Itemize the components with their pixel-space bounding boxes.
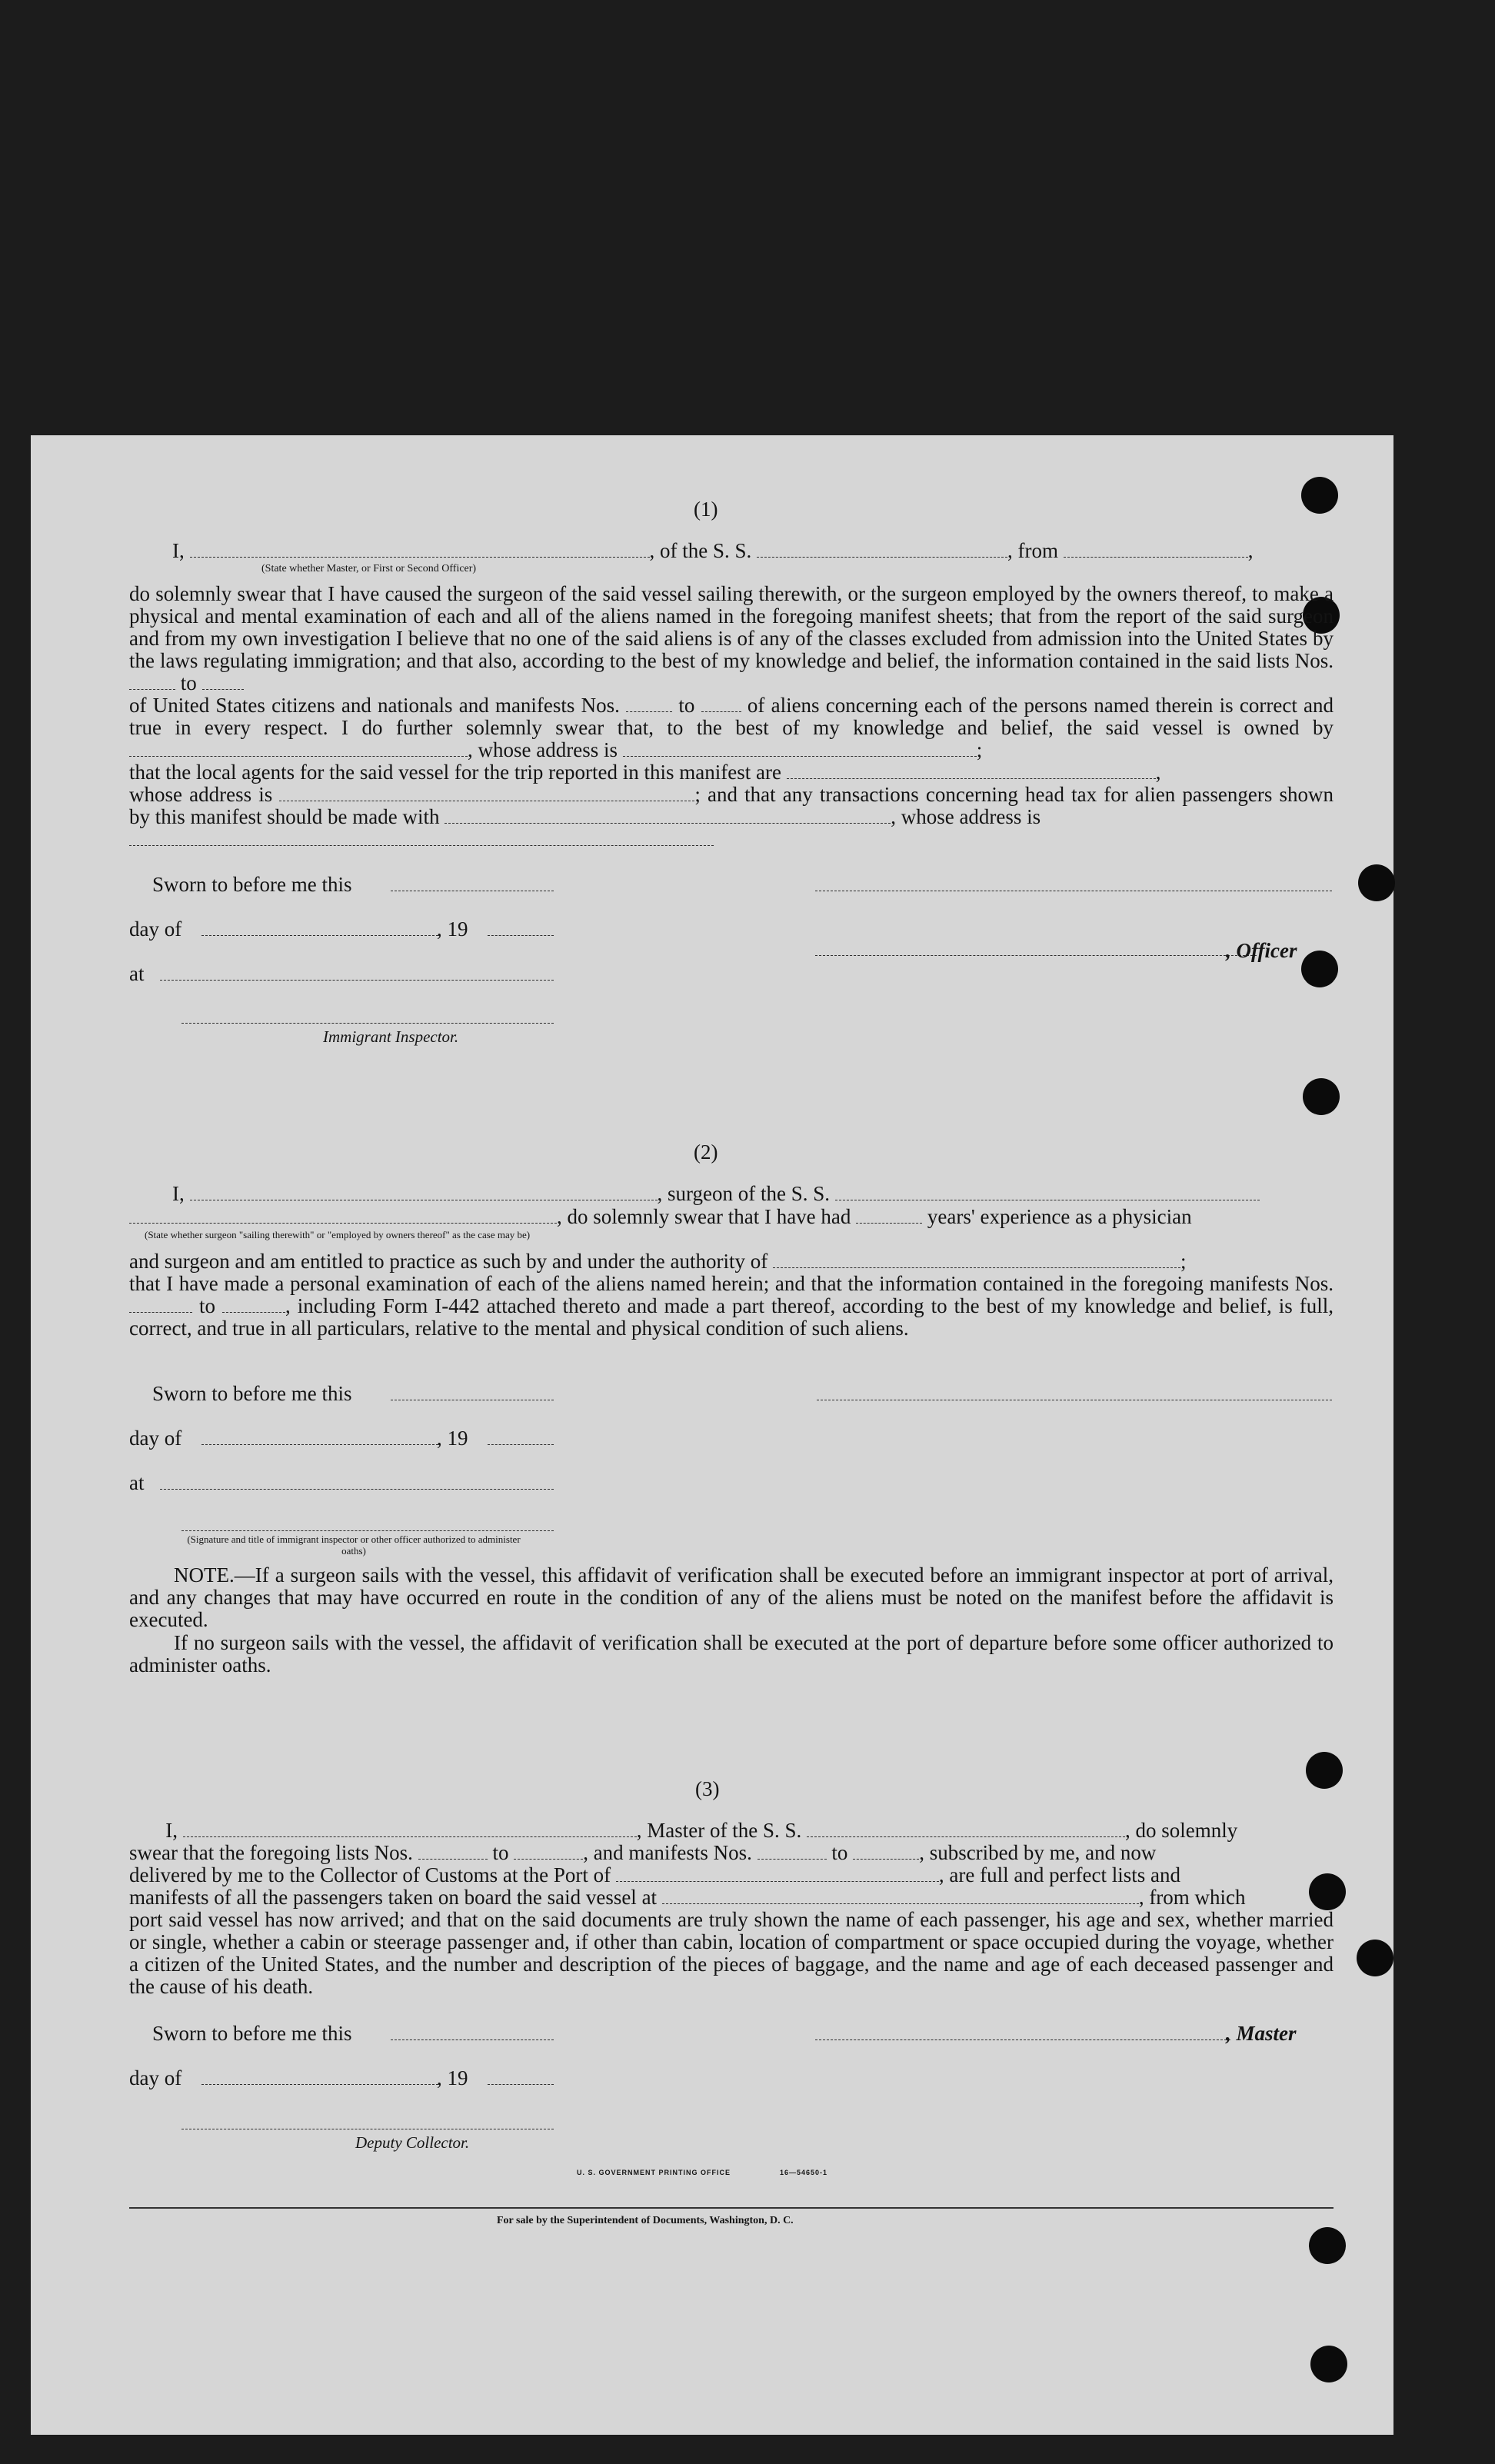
master-label: , Master	[1226, 2022, 1297, 2045]
signature-line	[815, 2039, 1230, 2040]
punch-hole	[1301, 951, 1338, 987]
section2-text: and surgeon and am entitled to practice as such by and under the authority of ; that I have made a personal examination of each of the aliens named herein; and that the information contained in the foregoing manifests Nos. to , including Form I-442 attached thereto and made a part thereof, according to the best of my knowledge and belief, is full, correct, and true in all particulars, relative to the mental and physical condition of such aliens.	[129, 1250, 1334, 1340]
surgeon-line: I, , surgeon of the S. S.	[172, 1183, 1260, 1205]
port-blank	[1064, 543, 1248, 558]
collector-title: Deputy Collector.	[355, 2133, 470, 2152]
inspector-title: Immigrant Inspector.	[323, 1027, 459, 1046]
agents-blank	[787, 764, 1156, 779]
years-blank	[856, 1209, 922, 1224]
punch-hole	[1357, 1940, 1393, 1976]
sworn-line: Sworn to before me this	[152, 1382, 352, 1405]
note-paragraph: NOTE.—If a surgeon sails with the vessel, this affidavit of verification shall be executed before an immigrant inspector at port of arrival, and any changes that may have occurred en route in the condition of any of the aliens must be noted on the manifest before the affidavit is executed.	[129, 1563, 1334, 1631]
day-of-line: day of	[129, 1427, 182, 1450]
punch-hole	[1358, 864, 1395, 901]
day-of-line: day of	[129, 917, 182, 941]
sworn-line: Sworn to before me this	[152, 873, 352, 896]
experience-line: , do solemnly swear that I have had years' experience as a physician	[129, 1206, 1192, 1228]
section-number: (2)	[694, 1140, 718, 1164]
surgeon-hint: (State whether surgeon "sailing therewith" or "employed by owners thereof" as the case may be)	[145, 1229, 531, 1240]
sale-notice: For sale by the Superintendent of Documents, Washington, D. C.	[497, 2215, 794, 2226]
at-line: at	[129, 962, 145, 985]
note-paragraph: If no surgeon sails with the vessel, the affidavit of verification shall be executed at the port of departure before some officer authorized to administer oaths.	[129, 1631, 1334, 1677]
officer-label: , Officer	[1226, 939, 1297, 962]
day-of-line: day of	[129, 2066, 182, 2089]
footer-rule	[129, 2207, 1334, 2209]
punch-hole	[1303, 1078, 1340, 1115]
rank-hint: (State whether Master, or First or Second Officer)	[261, 563, 477, 574]
section1-text: do solemnly swear that I have caused the surgeon of the said vessel sailing therewith, or the surgeon employed by the owners thereof, to make a physical and mental examination of each and all of the aliens named in the foregoing manifest sheets; that from the report of the said surgeon and from my own investigation I believe that no one of the said aliens is of any of the classes excluded from admission into the United States by the laws regulating immigration; and that also, according to the best of my knowledge and belief, the information contained in the said lists Nos. to of United States citizens and nationals and manifests Nos. to of aliens concerning each of the persons named therein is correct and true in every respect. I do further solemnly swear that, to the best of my knowledge and belief, the said vessel is owned by , whose address is ; that the local agents for the said vessel for the trip reported in this manifest are , whose address is ; and that any transactions concerning head tax for alien passengers shown by this manifest should be made with , whose address is	[129, 583, 1334, 851]
name-blank	[190, 543, 650, 558]
vessel-blank	[757, 543, 1007, 558]
punch-hole	[1310, 2346, 1347, 2382]
punch-hole	[1306, 1752, 1343, 1789]
inspector-signature-hint: (Signature and title of immigrant inspector or other officer authorized to administer oaths)	[187, 1533, 521, 1557]
owner-blank	[129, 742, 468, 757]
punch-hole	[1301, 477, 1338, 514]
section3-text: I, , Master of the S. S. , do solemnly swear that the foregoing lists Nos. to , and manifests Nos. to , subscribed by me, and now delivered by me to the Collector of Customs at the Port of , are full and perfect lists and manifests of all the passengers taken on board the said vessel at , from which port said vessel has now arrived; and that on the said documents are truly shown the name of each passenger, his age and sex, whether married or single, whether a cabin or steerage passenger and, if other than cabin, location of compartment or space occupied during the voyage, whether a citizen of the United States, and the number and description of the pieces of baggage, and the name and age of each deceased passenger and the cause of his death.	[129, 1819, 1334, 1998]
section-number: (3)	[695, 1777, 720, 1800]
form-sheet: (1) I, , of the S. S. , from , (State whether Master, or First or Second Officer) do solemnly swear that I have caused the surgeon of the said vessel sailing therewith, or the surgeon employed by the owners thereof, to make a physical and mental examination of each and all of the aliens named in the foregoing manifest sheets; that from the report of the said surgeon and from my own investigation I believe that no one of the said aliens is of any of the classes excluded from admission into the United States by the laws regulating immigration; and that also, according to the best of my knowledge and belief, the information contained in the said lists Nos. to of United States citizens and nationals and manifests Nos. to of aliens concerning each of the persons named therein is correct and true in every respect. I do further solemnly swear that, to the best of my knowledge and belief, the said vessel is owned by , whose address is ; that the local agents for the said vessel for the trip reported in this manifest are , whose address is ; and that any transactions concerning head tax for alien passengers shown by this manifest should be made with , whose address is Sworn to before me this day of , 19 at , Officer Immigrant Inspector. (2) I, , surgeon of the S. S. , do solemnly swear that I have had years' experience as a physician (State whether surgeon "sailing therewith" or "employed by owners thereof" as the case may be) and surgeon and am entitled to practice as such by and under the authority of ; that I have made a personal examination of each of the aliens named herein; and that the information contained in the foregoing manifests Nos. to , including Form I-442 attached thereto and made a part thereof, according to the best of my knowledge and belief, is full, correct, and true in all particulars, relative to the mental and physical condition of such aliens. Sworn to before me this day of , 19 at (Signature and title of immigrant inspector or other officer authorized to administer oaths) NOTE.—If a surgeon sails with the vessel, this affidavit of verification shall be executed before an immigrant inspector at port of arrival, and any changes that may have occurred en route in the condition of any of the aliens must be noted on the manifest before the affidavit is executed. If no surgeon sails with the vessel, the affidavit of verification shall be executed at the port of departure before some officer authorized to administer oaths. (3) I, , Master of the S. S. , do solemnly swear that the foregoing lists Nos. to , and manifests Nos. to , subscribed by me, and now delivered by me to the Collector of Customs at the Port of , are full and perfect lists and manifests of all the passengers taken on board the said vessel at , from which port said vessel has now arrived; and that on the said documents are truly shown the name of each passenger, his age and sex, whether married or single, whether a cabin or steerage passenger and, if other than cabin, location of compartment or space occupied during the voyage, whether a citizen of the United States, and the number and description of the pieces of baggage, and the name and age of each deceased passenger and the cause of his death. Sworn to before me this , Master day of , 19 Deputy Collector. U. S. GOVERNMENT PRINTING OFFICE 16—54650-1 For sale by the Superintendent of Documents, Washington, D. C.	[31, 435, 1393, 2435]
sworn-line: Sworn to before me this	[152, 2022, 352, 2045]
section-number: (1)	[694, 498, 718, 521]
punch-hole	[1309, 2227, 1346, 2264]
declarant-line: I, , of the S. S. , from ,	[172, 539, 1254, 562]
form-code: 16—54650-1	[780, 2169, 828, 2176]
at-line: at	[129, 1471, 145, 1494]
gpo-imprint: U. S. GOVERNMENT PRINTING OFFICE	[577, 2169, 731, 2176]
